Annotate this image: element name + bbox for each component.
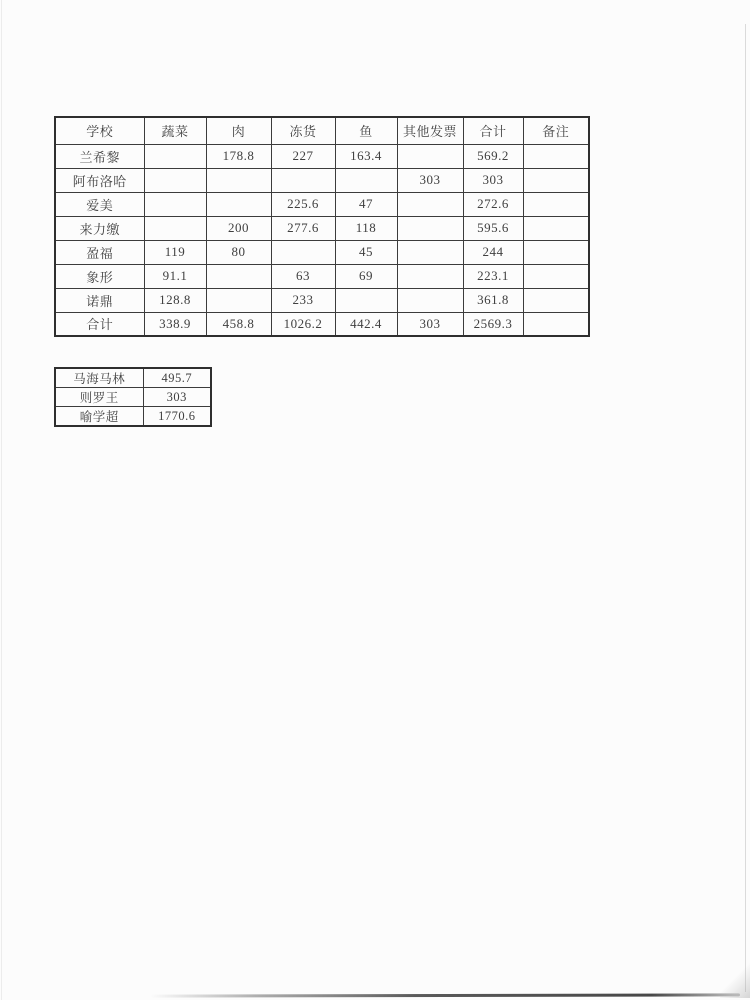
cell-school: 盈福	[55, 240, 144, 264]
cell-fish: 163.4	[335, 144, 397, 168]
cell-person-name: 马海马林	[55, 368, 143, 388]
summary-row	[55, 368, 211, 388]
cell-school: 来力缴	[55, 216, 144, 240]
school-expense-table	[54, 116, 590, 337]
cell-remarks	[523, 216, 589, 240]
cell-total: 272.6	[463, 192, 523, 216]
header-other-invoices: 其他发票	[397, 117, 463, 144]
cell-total: 223.1	[463, 264, 523, 288]
cell-fish: 45	[335, 240, 397, 264]
cell-remarks	[523, 264, 589, 288]
summary-row	[55, 407, 211, 427]
header-meat: 肉	[206, 117, 271, 144]
header-total: 合计	[463, 117, 523, 144]
cell-vegetables: 119	[144, 240, 206, 264]
scan-bottom-shadow	[150, 993, 740, 997]
cell-vegetables	[144, 168, 206, 192]
cell-other-invoices	[397, 192, 463, 216]
cell-frozen-goods: 227	[271, 144, 335, 168]
table-row	[55, 288, 589, 312]
cell-school: 兰希黎	[55, 144, 144, 168]
cell-vegetables	[144, 144, 206, 168]
cell-remarks	[523, 240, 589, 264]
cell-fish: 69	[335, 264, 397, 288]
cell-frozen-goods: 1026.2	[271, 312, 335, 336]
cell-school: 合计	[55, 312, 144, 336]
cell-meat: 80	[206, 240, 271, 264]
cell-fish: 47	[335, 192, 397, 216]
cell-frozen-goods: 63	[271, 264, 335, 288]
cell-frozen-goods	[271, 240, 335, 264]
header-remarks: 备注	[523, 117, 589, 144]
cell-other-invoices	[397, 264, 463, 288]
cell-other-invoices: 303	[397, 312, 463, 336]
summary-row	[55, 388, 211, 407]
table-total-row	[55, 312, 589, 336]
cell-school: 象形	[55, 264, 144, 288]
cell-vegetables	[144, 192, 206, 216]
cell-total: 2569.3	[463, 312, 523, 336]
cell-fish: 442.4	[335, 312, 397, 336]
cell-other-invoices	[397, 144, 463, 168]
table-header-row	[55, 117, 589, 144]
table-row	[55, 216, 589, 240]
cell-total: 569.2	[463, 144, 523, 168]
cell-remarks	[523, 144, 589, 168]
cell-frozen-goods	[271, 168, 335, 192]
header-school: 学校	[55, 117, 144, 144]
cell-total: 244	[463, 240, 523, 264]
cell-school: 诺鼎	[55, 288, 144, 312]
cell-person-amount: 303	[143, 388, 211, 407]
table-row	[55, 168, 589, 192]
table-row	[55, 192, 589, 216]
cell-meat	[206, 168, 271, 192]
page-corner-curl	[720, 962, 750, 998]
cell-frozen-goods: 233	[271, 288, 335, 312]
cell-meat: 458.8	[206, 312, 271, 336]
cell-remarks	[523, 288, 589, 312]
cell-meat	[206, 288, 271, 312]
cell-frozen-goods: 225.6	[271, 192, 335, 216]
cell-person-name: 喻学超	[55, 407, 143, 427]
cell-school: 爱美	[55, 192, 144, 216]
cell-person-amount: 1770.6	[143, 407, 211, 427]
scan-edge-left	[1, 0, 2, 1000]
table-row	[55, 144, 589, 168]
cell-frozen-goods: 277.6	[271, 216, 335, 240]
cell-total: 595.6	[463, 216, 523, 240]
table-row	[55, 264, 589, 288]
cell-vegetables: 91.1	[144, 264, 206, 288]
header-frozen-goods: 冻货	[271, 117, 335, 144]
cell-other-invoices	[397, 288, 463, 312]
cell-fish	[335, 288, 397, 312]
header-fish: 鱼	[335, 117, 397, 144]
cell-remarks	[523, 192, 589, 216]
cell-person-name: 则罗王	[55, 388, 143, 407]
cell-total: 361.8	[463, 288, 523, 312]
cell-other-invoices	[397, 216, 463, 240]
cell-person-amount: 495.7	[143, 368, 211, 388]
cell-remarks	[523, 312, 589, 336]
cell-total: 303	[463, 168, 523, 192]
cell-vegetables: 338.9	[144, 312, 206, 336]
cell-other-invoices: 303	[397, 168, 463, 192]
cell-fish: 118	[335, 216, 397, 240]
person-summary-table	[54, 367, 212, 427]
scan-edge-right	[745, 24, 746, 992]
cell-remarks	[523, 168, 589, 192]
cell-meat: 178.8	[206, 144, 271, 168]
cell-fish	[335, 168, 397, 192]
table-row	[55, 240, 589, 264]
cell-vegetables: 128.8	[144, 288, 206, 312]
cell-vegetables	[144, 216, 206, 240]
cell-other-invoices	[397, 240, 463, 264]
cell-meat	[206, 192, 271, 216]
cell-school: 阿布洛哈	[55, 168, 144, 192]
cell-meat	[206, 264, 271, 288]
header-vegetables: 蔬菜	[144, 117, 206, 144]
cell-meat: 200	[206, 216, 271, 240]
